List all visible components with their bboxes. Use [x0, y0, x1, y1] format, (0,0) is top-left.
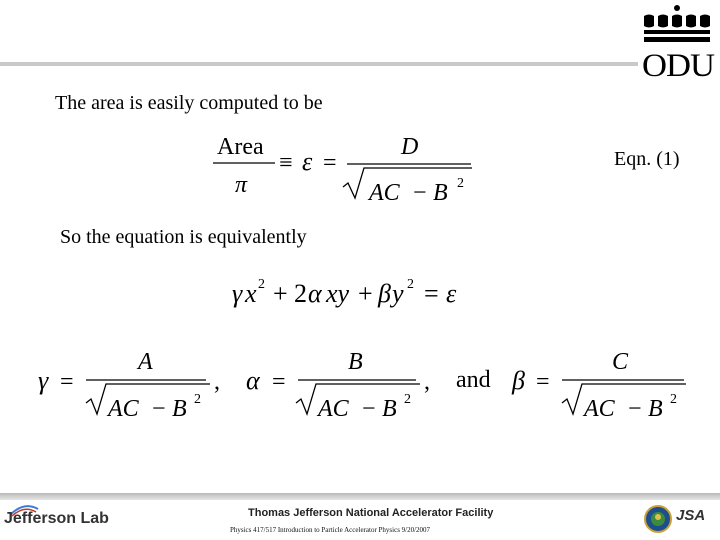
odu-wordmark: ODU — [642, 48, 714, 84]
b-exponent: 2 — [457, 176, 464, 191]
odu-logo — [638, 4, 716, 84]
x-exponent: 2 — [258, 277, 265, 292]
area-numerator: Area — [217, 134, 264, 160]
alpha-lhs: α — [246, 366, 260, 395]
crown-icon — [638, 4, 716, 44]
x-term: x — [245, 279, 257, 308]
pi-symbol: π — [235, 172, 248, 198]
b-term: B — [172, 396, 187, 422]
equals-sign: = — [272, 369, 286, 395]
gamma-symbol: γ — [232, 279, 243, 308]
minus-sign: − — [152, 396, 166, 422]
b-term: B — [382, 396, 397, 422]
footer-subtitle: Physics 417/517 Introduction to Particle Accelerator Physics 9/20/2007 — [230, 526, 431, 534]
equation-label: Eqn. (1) — [614, 148, 680, 170]
b-term: B — [648, 396, 663, 422]
beta-numerator: C — [612, 349, 629, 375]
alpha-definition — [246, 345, 446, 430]
epsilon-symbol: ε — [302, 147, 313, 176]
equiv-sign: ≡ — [279, 150, 293, 176]
comma: , — [214, 369, 220, 395]
gamma-numerator: A — [138, 349, 153, 375]
b-exponent: 2 — [670, 392, 677, 407]
b-term: B — [433, 180, 448, 206]
plus-sign-1: + — [273, 279, 288, 308]
gamma-lhs: γ — [38, 366, 49, 395]
jefferson-lab-logo: Jefferson Lab — [4, 510, 109, 527]
minus-sign: − — [628, 396, 642, 422]
y-term: y — [392, 279, 404, 308]
doe-seal-icon — [644, 505, 672, 533]
ellipse-equation — [228, 272, 478, 317]
and-word: and — [456, 367, 491, 393]
equals-sign: = — [60, 369, 74, 395]
intro-text: The area is easily computed to be — [55, 92, 323, 114]
y-exponent: 2 — [407, 277, 414, 292]
xy-term: xy — [326, 279, 350, 308]
equivalent-text: So the equation is equivalently — [60, 226, 307, 248]
alpha-numerator: B — [348, 349, 363, 375]
equals-sign: = — [424, 279, 439, 308]
ac-term: AC — [318, 396, 349, 422]
minus-sign: − — [362, 396, 376, 422]
comma: , — [424, 369, 430, 395]
epsilon-symbol: ε — [446, 279, 457, 308]
beta-definition — [510, 345, 710, 430]
ac-term: AC — [584, 396, 615, 422]
equals-sign: = — [536, 369, 550, 395]
footer-rule — [0, 493, 720, 500]
header-rule — [0, 62, 638, 66]
b-exponent: 2 — [194, 392, 201, 407]
alpha-symbol: α — [308, 279, 322, 308]
plus-sign-2: + — [358, 279, 373, 308]
beta-symbol: β — [378, 279, 391, 308]
gamma-definition — [36, 345, 236, 430]
b-exponent: 2 — [404, 392, 411, 407]
area-equation — [205, 128, 485, 213]
two-coeff: 2 — [294, 279, 307, 308]
footer-title: Thomas Jefferson National Accelerator Facility — [248, 507, 494, 519]
ac-term: AC — [369, 180, 400, 206]
ac-term: AC — [108, 396, 139, 422]
beta-lhs: β — [512, 366, 525, 395]
jsa-logo: JSA — [676, 507, 706, 524]
minus-sign: − — [413, 180, 427, 206]
equals-sign: = — [323, 150, 337, 176]
d-symbol: D — [401, 134, 419, 160]
